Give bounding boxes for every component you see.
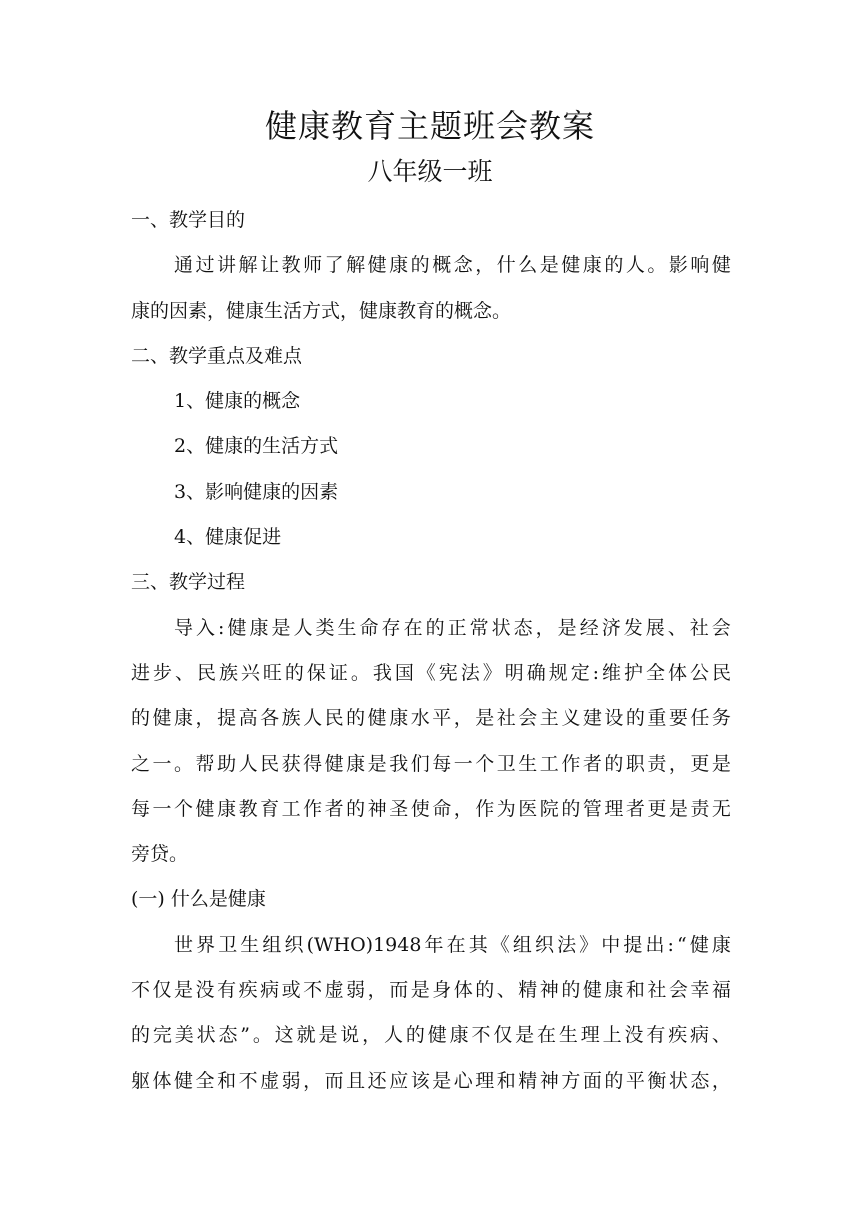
paragraph-line: 进 步 、 民 族 兴 旺 的 保 证 。 我 国 《 宪 法 》 明 确 规 定 : 维 护 全 体 公 民 xyxy=(131,661,731,684)
list-item: 3、影响健康的因素 xyxy=(174,480,339,503)
paragraph-line: 不 仅 是 没 有 疾 病 或 不 虚 弱 ， 而 是 身 体 的 、 精 神 的 健 康 和 社 会 幸 福 xyxy=(131,979,731,1002)
paragraph-line: 旁贷。 xyxy=(131,843,189,866)
paragraph-line: 导 入 : 健 康 是 人 类 生 命 存 在 的 正 常 状 态 ， 是 经 济 发 展 、 社 会 xyxy=(174,616,731,639)
paragraph-line: 的 完 美 状 态 ” 。 这 就 是 说 ， 人 的 健 康 不 仅 是 在 生 理 上 没 有 疾 病 、 xyxy=(131,1024,731,1047)
paragraph-line: 世 界 卫 生 组 织 (WHO)1948 年 在 其 《 组 织 法 》 中 提 出 : “ 健 康 xyxy=(174,933,731,956)
document-title: 健康教育主题班会教案 xyxy=(264,107,595,145)
paragraph-line: 康的因素，健康生活方式，健康教育的概念。 xyxy=(131,299,512,322)
sub-heading: (一) 什么是健康 xyxy=(131,888,266,911)
list-item: 4、健康促进 xyxy=(174,526,282,549)
section-heading: 二、教学重点及难点 xyxy=(131,344,303,367)
document-body xyxy=(131,198,731,1104)
list-item: 1、健康的概念 xyxy=(174,390,301,413)
paragraph-line: 之 一 。 帮 助 人 民 获 得 健 康 是 我 们 每 一 个 卫 生 工 作 者 的 职 责 ， 更 是 xyxy=(131,752,731,775)
section-heading: 一、教学目的 xyxy=(131,209,246,231)
paragraph-line: 的 健 康 ， 提 高 各 族 人 民 的 健 康 水 平 ， 是 社 会 主 义 建 设 的 重 要 任 务 xyxy=(131,707,731,730)
section-heading: 三、教学过程 xyxy=(131,571,246,594)
paragraph-line: 通 过 讲 解 让 教 师 了 解 健 康 的 概 念 ， 什 么 是 健 康 的 人 。 影 响 健 xyxy=(174,254,731,277)
list-item: 2、健康的生活方式 xyxy=(174,435,339,458)
document-subtitle: 八年级一班 xyxy=(367,157,493,186)
paragraph-line: 每 一 个 健 康 教 育 工 作 者 的 神 圣 使 命 ， 作 为 医 院 的 管 理 者 更 是 责 无 xyxy=(131,797,731,820)
paragraph-line: 躯 体 健 全 和 不 虚 弱 ， 而 且 还 应 该 是 心 理 和 精 神 方 面 的 平 衡 状 态 ， xyxy=(131,1069,731,1092)
